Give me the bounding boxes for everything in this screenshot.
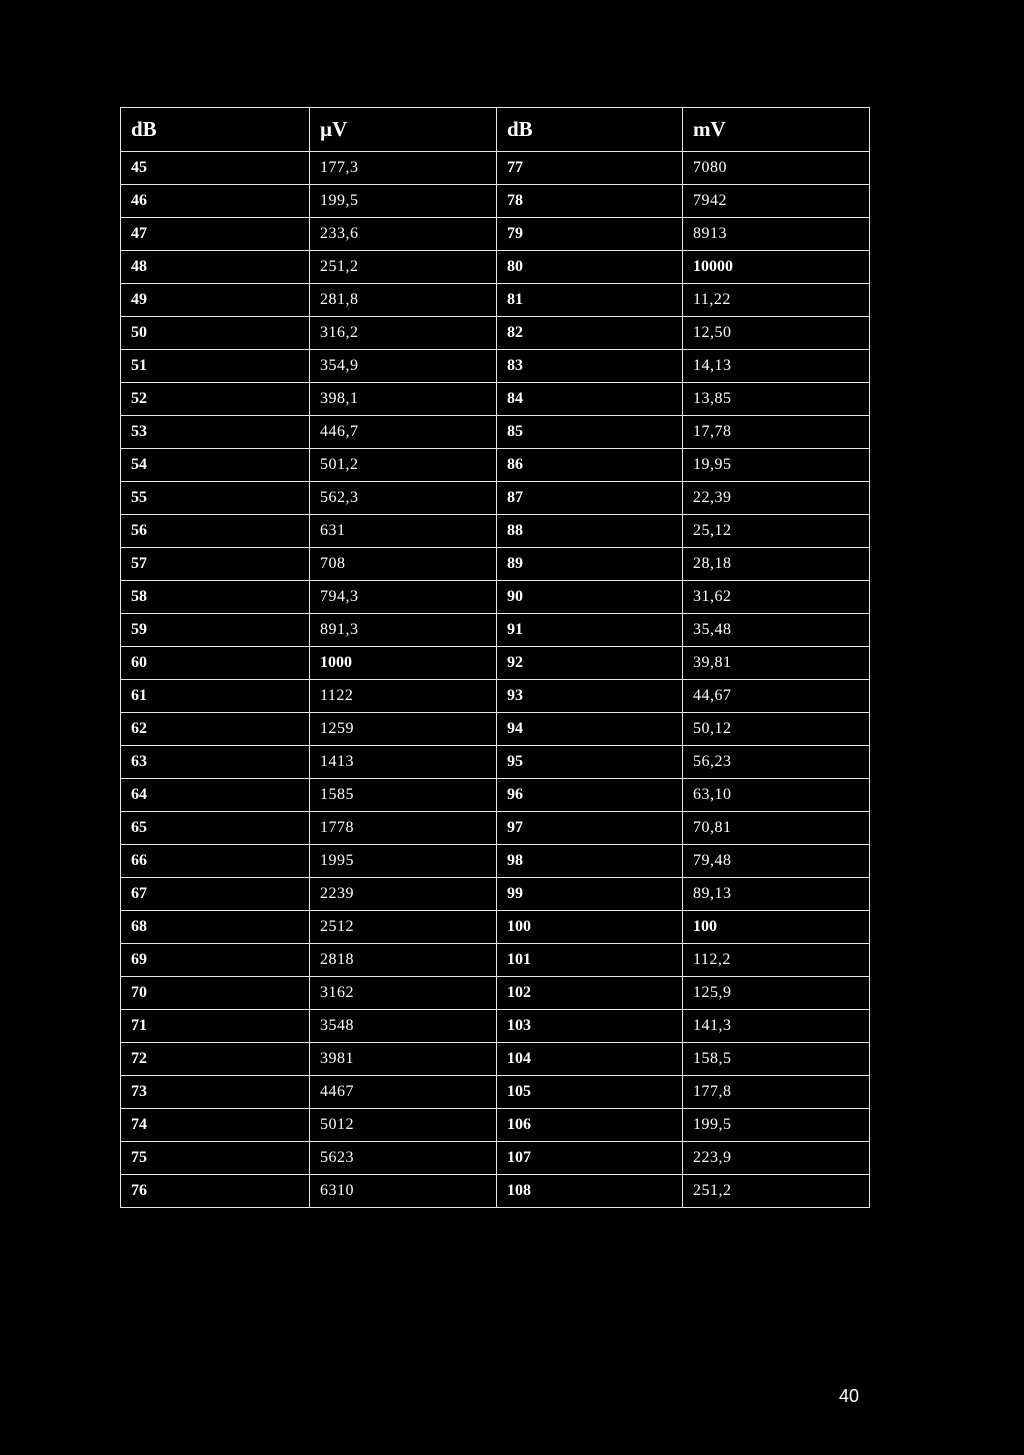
page-number: 40 (839, 1386, 860, 1406)
cell-millivolt: 22,39 (683, 482, 870, 515)
cell-millivolt: 8913 (683, 218, 870, 251)
table-row (121, 383, 870, 416)
cell-db-high: 93 (497, 680, 683, 713)
cell-microvolt: 1000 (310, 647, 497, 680)
cell-microvolt: 3162 (310, 977, 497, 1010)
cell-db-high: 101 (497, 944, 683, 977)
table-row (121, 1043, 870, 1076)
cell-millivolt: 223,9 (683, 1142, 870, 1175)
cell-microvolt: 501,2 (310, 449, 497, 482)
cell-db-low: 60 (121, 647, 310, 680)
cell-db-high: 91 (497, 614, 683, 647)
cell-db-low: 51 (121, 350, 310, 383)
table-row (121, 779, 870, 812)
table-row (121, 1142, 870, 1175)
table-row (121, 911, 870, 944)
cell-db-high: 96 (497, 779, 683, 812)
header-row (121, 108, 870, 152)
cell-db-low: 55 (121, 482, 310, 515)
cell-db-low: 72 (121, 1043, 310, 1076)
cell-db-high: 80 (497, 251, 683, 284)
cell-db-high: 97 (497, 812, 683, 845)
table-row (121, 944, 870, 977)
cell-db-high: 90 (497, 581, 683, 614)
cell-db-low: 48 (121, 251, 310, 284)
cell-db-high: 102 (497, 977, 683, 1010)
cell-db-high: 85 (497, 416, 683, 449)
cell-db-low: 66 (121, 845, 310, 878)
cell-microvolt: 6310 (310, 1175, 497, 1208)
cell-millivolt: 125,9 (683, 977, 870, 1010)
cell-microvolt: 1259 (310, 713, 497, 746)
cell-db-low: 70 (121, 977, 310, 1010)
cell-microvolt: 2512 (310, 911, 497, 944)
cell-db-low: 47 (121, 218, 310, 251)
table-row (121, 284, 870, 317)
cell-millivolt: 19,95 (683, 449, 870, 482)
cell-millivolt: 11,22 (683, 284, 870, 317)
table-row (121, 845, 870, 878)
table-row (121, 713, 870, 746)
cell-microvolt: 354,9 (310, 350, 497, 383)
table-row (121, 1010, 870, 1043)
cell-microvolt: 5012 (310, 1109, 497, 1142)
cell-microvolt: 891,3 (310, 614, 497, 647)
cell-db-high: 84 (497, 383, 683, 416)
cell-db-high: 88 (497, 515, 683, 548)
table-row (121, 350, 870, 383)
cell-db-low: 64 (121, 779, 310, 812)
cell-db-high: 98 (497, 845, 683, 878)
cell-microvolt: 316,2 (310, 317, 497, 350)
table-row (121, 812, 870, 845)
cell-millivolt: 56,23 (683, 746, 870, 779)
table-row (121, 647, 870, 680)
cell-millivolt: 14,13 (683, 350, 870, 383)
cell-microvolt: 233,6 (310, 218, 497, 251)
cell-db-high: 83 (497, 350, 683, 383)
cell-db-high: 100 (497, 911, 683, 944)
cell-microvolt: 1585 (310, 779, 497, 812)
cell-microvolt: 446,7 (310, 416, 497, 449)
table-row (121, 416, 870, 449)
table-row (121, 1175, 870, 1208)
table-row (121, 878, 870, 911)
cell-microvolt: 398,1 (310, 383, 497, 416)
cell-microvolt: 1995 (310, 845, 497, 878)
cell-microvolt: 251,2 (310, 251, 497, 284)
table-row (121, 746, 870, 779)
cell-millivolt: 28,18 (683, 548, 870, 581)
cell-millivolt: 35,48 (683, 614, 870, 647)
cell-microvolt: 2239 (310, 878, 497, 911)
cell-microvolt: 199,5 (310, 185, 497, 218)
cell-microvolt: 177,3 (310, 152, 497, 185)
table-row (121, 977, 870, 1010)
cell-microvolt: 1122 (310, 680, 497, 713)
cell-millivolt: 13,85 (683, 383, 870, 416)
cell-db-low: 59 (121, 614, 310, 647)
cell-db-high: 81 (497, 284, 683, 317)
cell-microvolt: 708 (310, 548, 497, 581)
cell-db-high: 92 (497, 647, 683, 680)
cell-db-low: 68 (121, 911, 310, 944)
table-row (121, 548, 870, 581)
table-row (121, 251, 870, 284)
cell-microvolt: 562,3 (310, 482, 497, 515)
cell-db-high: 108 (497, 1175, 683, 1208)
cell-db-high: 86 (497, 449, 683, 482)
cell-db-high: 87 (497, 482, 683, 515)
table-row (121, 185, 870, 218)
cell-db-high: 107 (497, 1142, 683, 1175)
table-row (121, 680, 870, 713)
cell-db-high: 104 (497, 1043, 683, 1076)
cell-db-high: 106 (497, 1109, 683, 1142)
cell-microvolt: 1413 (310, 746, 497, 779)
cell-millivolt: 39,81 (683, 647, 870, 680)
cell-db-low: 52 (121, 383, 310, 416)
cell-db-low: 76 (121, 1175, 310, 1208)
cell-millivolt: 79,48 (683, 845, 870, 878)
cell-db-low: 67 (121, 878, 310, 911)
cell-db-low: 71 (121, 1010, 310, 1043)
db-conversion-table (120, 107, 870, 1208)
cell-db-high: 89 (497, 548, 683, 581)
cell-microvolt: 5623 (310, 1142, 497, 1175)
cell-microvolt: 2818 (310, 944, 497, 977)
header-microvolt: µV (310, 108, 497, 152)
cell-millivolt: 25,12 (683, 515, 870, 548)
cell-millivolt: 7080 (683, 152, 870, 185)
cell-db-low: 61 (121, 680, 310, 713)
table-row (121, 581, 870, 614)
cell-db-low: 74 (121, 1109, 310, 1142)
cell-millivolt: 112,2 (683, 944, 870, 977)
cell-db-low: 45 (121, 152, 310, 185)
cell-millivolt: 141,3 (683, 1010, 870, 1043)
cell-db-low: 57 (121, 548, 310, 581)
table-row (121, 515, 870, 548)
cell-microvolt: 3548 (310, 1010, 497, 1043)
cell-microvolt: 3981 (310, 1043, 497, 1076)
header-db-2: dB (497, 108, 683, 152)
cell-db-low: 50 (121, 317, 310, 350)
table-row (121, 317, 870, 350)
cell-millivolt: 158,5 (683, 1043, 870, 1076)
cell-db-low: 62 (121, 713, 310, 746)
cell-db-high: 95 (497, 746, 683, 779)
cell-millivolt: 31,62 (683, 581, 870, 614)
cell-db-low: 49 (121, 284, 310, 317)
cell-db-high: 105 (497, 1076, 683, 1109)
cell-db-low: 63 (121, 746, 310, 779)
cell-millivolt: 199,5 (683, 1109, 870, 1142)
cell-microvolt: 4467 (310, 1076, 497, 1109)
cell-db-high: 78 (497, 185, 683, 218)
cell-microvolt: 794,3 (310, 581, 497, 614)
cell-millivolt: 7942 (683, 185, 870, 218)
cell-db-high: 94 (497, 713, 683, 746)
table-row (121, 1076, 870, 1109)
cell-millivolt: 50,12 (683, 713, 870, 746)
cell-microvolt: 281,8 (310, 284, 497, 317)
cell-db-high: 79 (497, 218, 683, 251)
cell-microvolt: 631 (310, 515, 497, 548)
cell-db-low: 75 (121, 1142, 310, 1175)
cell-millivolt: 89,13 (683, 878, 870, 911)
table-row (121, 1109, 870, 1142)
table-row (121, 218, 870, 251)
cell-millivolt: 12,50 (683, 317, 870, 350)
cell-db-low: 56 (121, 515, 310, 548)
cell-db-low: 69 (121, 944, 310, 977)
cell-millivolt: 63,10 (683, 779, 870, 812)
cell-db-low: 65 (121, 812, 310, 845)
cell-millivolt: 70,81 (683, 812, 870, 845)
cell-db-low: 54 (121, 449, 310, 482)
cell-millivolt: 100 (683, 911, 870, 944)
cell-db-low: 46 (121, 185, 310, 218)
table-row (121, 449, 870, 482)
table-row (121, 152, 870, 185)
cell-millivolt: 251,2 (683, 1175, 870, 1208)
header-db-1: dB (121, 108, 310, 152)
cell-millivolt: 10000 (683, 251, 870, 284)
cell-millivolt: 17,78 (683, 416, 870, 449)
cell-millivolt: 44,67 (683, 680, 870, 713)
cell-db-high: 99 (497, 878, 683, 911)
cell-db-low: 58 (121, 581, 310, 614)
cell-db-high: 82 (497, 317, 683, 350)
table-row (121, 482, 870, 515)
cell-db-high: 103 (497, 1010, 683, 1043)
cell-db-high: 77 (497, 152, 683, 185)
cell-db-low: 73 (121, 1076, 310, 1109)
cell-db-low: 53 (121, 416, 310, 449)
cell-millivolt: 177,8 (683, 1076, 870, 1109)
table-row (121, 614, 870, 647)
header-millivolt: mV (683, 108, 870, 152)
cell-microvolt: 1778 (310, 812, 497, 845)
